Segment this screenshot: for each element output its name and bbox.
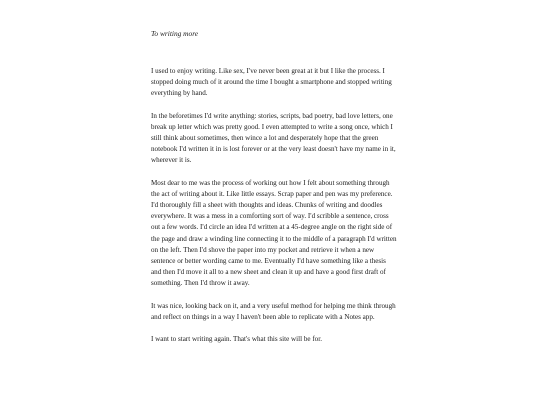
- article-paragraph-4: It was nice, looking back on it, and a very useful method for helping me think through and reflect on things in a way I haven't been able to replicate with a Notes app.: [151, 301, 396, 321]
- article-paragraph-3: Most dear to me was the process of working out how I felt about something through the act of writing about it. Like little essays. Scrap paper and pen was my preference. I'd thoroughly fill a sheet with thoughts and ideas. Chunks of writing and doodles everywhere. It was a mess in a comforting sort of way. I'd scribble a sentence, cross out a few words. I'd circle an idea I'd written at a 45-degree angle on the right side of the page and draw a winding line connecting it to the middle of a paragraph I'd written on the left. Then I'd shove the paper into my pocket and retrieve it when a new sentence or better wording came to me. Eventually I'd have something like a thesis and then I'd move it all to a new sheet and clean it up and have a good first draft of something. Then I'd throw it away.: [151, 178, 397, 288]
- article-paragraph-5: I want to start writing again. That's what this site will be for.: [151, 335, 322, 344]
- article-paragraph-2: In the beforetimes I'd write anything: stories, scripts, bad poetry, bad love letters, one break up letter which was pretty good. I even attempted to write a song once, which I still think about sometimes, then wince a lot and desperately hope that the green notebook I'd written it in is lost forever or at the very least doesn't have my name in it, wherever it is.: [151, 111, 396, 165]
- article: [151, 29, 397, 356]
- article-paragraph-1: I used to enjoy writing. Like sex, I've never been great at it but I like the process. I stopped doing much of it around the time I bought a smartphone and stopped writing everything by hand.: [151, 67, 392, 98]
- article-title: To writing more: [151, 29, 199, 38]
